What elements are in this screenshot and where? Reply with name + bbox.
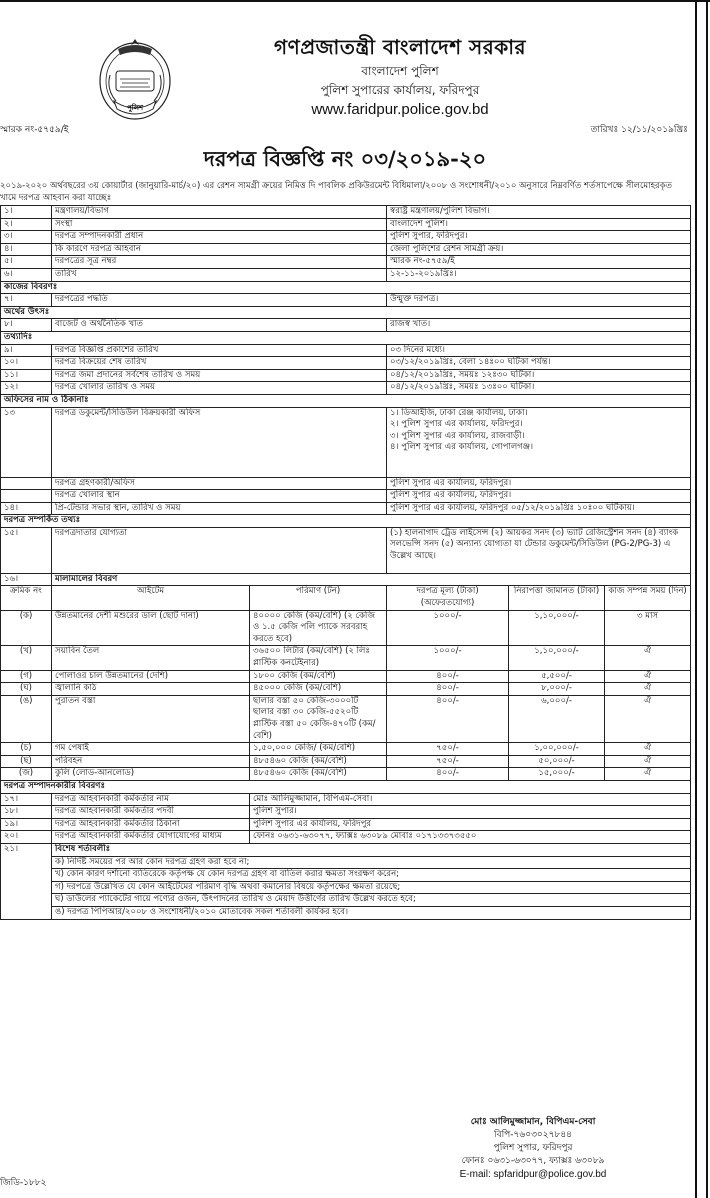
goods-price: ৭৫০/- — [387, 755, 509, 768]
row-value: জেলা পুলিশের রেশন সামগ্রী ক্রয়। — [387, 243, 691, 256]
info-row — [1, 369, 691, 382]
goods-security: ৮,০০০/- — [509, 683, 605, 696]
row-value: পুলিশ সুপার এর কার্যালয়, ফরিদপুর — [250, 818, 691, 831]
memo-number: স্মারক নং-৫৭৫৯/ই — [0, 125, 69, 135]
issue-date: তারিখঃ ১২/১১/২০১৯খ্রিঃ — [590, 125, 688, 135]
section-heading: কাজের বিবরণঃ — [1, 281, 691, 294]
basic-info-row — [1, 268, 691, 281]
section-fund — [1, 306, 691, 319]
row-label: দরপত্রদাতার যোগ্যতা — [52, 527, 387, 573]
row-value: ০৩ দিনের মধ্যে। — [387, 344, 691, 357]
row-label: দরপত্র বিক্রয়ের শেষ তারিখ — [52, 357, 387, 370]
office-name: পুলিশ সুপারের কার্যালয়, ফরিদপুর — [320, 83, 480, 97]
goods-item: সয়াবিন তৈল — [52, 646, 250, 670]
column-header: দরপত্র মূল্য (টাকা) (অফেরতযোগ্য) — [387, 586, 509, 610]
goods-quantity: ১৮০০ কেজি (কম/বেশি) — [250, 670, 387, 683]
row-number: ৭। — [1, 294, 52, 307]
cell-line: ৩। পুলিশ সুপার এর কার্যালয়, রাজবাড়ী। — [390, 430, 525, 441]
row-value: (১) হালনাগাদ ট্রেড লাইসেন্স (২) আয়কর সনদ (৩) ভ্যাট রেজিস্ট্রেশন সনদ (৪) ব্যাংক সলভেন্সি সনদ (৫) অন্যান্য যোগ্যতা যা টেন্ডার ডকুমেন্ট/সিডিউল (PG-2/PG-3) এ উল্লেখ আছে। — [387, 527, 691, 573]
row-value: পুলিশ সুপার এর কার্যালয়, ফরিদপুর। — [387, 490, 691, 503]
goods-security: ৫,৫০০/- — [509, 670, 605, 683]
goods-security: ১,১০,০০০/- — [509, 646, 605, 670]
goods-price: ১০০০/- — [387, 646, 509, 670]
row-number: ১০। — [1, 357, 52, 370]
basic-info-row — [1, 243, 691, 256]
row-number — [1, 490, 52, 503]
officer-row — [1, 818, 691, 831]
row-number: ২১। — [1, 843, 52, 919]
row-value: মোঃ আলিমুজ্জামান, বিপিএম-সেবা। — [250, 793, 691, 806]
row-number: ৩। — [1, 231, 52, 244]
goods-serial: (চ) — [1, 743, 52, 756]
row-number: ১১। — [1, 369, 52, 382]
row-number — [1, 477, 52, 490]
basic-info-row — [1, 256, 691, 269]
special-condition: খ) কোন কারণ দর্শানো ব্যতিরেকে কর্তৃপক্ষ যে কোন দরপত্র গ্রহণ বা বাতিল করার ক্ষমতা সংরক্ষণ করেন; — [52, 869, 691, 882]
goods-item: পোলাওর চাল উন্নতমানের (দেশি) — [52, 670, 250, 683]
special-title-row — [1, 843, 691, 856]
cell-line: ছালার বস্তা ৩০ কেজি-৫৫২০টি — [253, 707, 359, 718]
row-value: ০৪/১২/২০১৯খ্রিঃ, সময়ঃ ১২ঃ৩০ ঘটিকা। — [387, 369, 691, 382]
row-number: ৮। — [1, 319, 52, 332]
basic-info-row — [1, 218, 691, 231]
goods-row — [1, 683, 691, 696]
goods-time: ৩ মাস — [605, 610, 691, 646]
info-row — [1, 382, 691, 395]
goods-quantity: ৪০০০০ কেজি (কম/বেশি) (২ কেজি ও ১.৫ কেজি পলি প্যাকে সরবরাহ করতে হবে) — [250, 610, 387, 646]
goods-item: জ্বালানি কাঠ — [52, 683, 250, 696]
office-list — [387, 407, 691, 477]
goods-item: কুলি (লোড-আনলোড) — [52, 768, 250, 781]
section-tender — [1, 515, 691, 528]
row-value: পুলিশ সুপার, ফরিদপুর। — [387, 231, 691, 244]
goods-title: মালামালের বিবরণ — [52, 573, 691, 586]
goods-time: ঐ — [605, 646, 691, 670]
row-label: দরপত্রের পদ্ধতি — [52, 294, 387, 307]
goods-quantity: ৩৬৫০০ লিটার (কম/বেশি) (২ লিঃ প্লাস্টিক কনটেইনার) — [250, 646, 387, 670]
work-method-row — [1, 294, 691, 307]
goods-security: ১,১০,০০০/- — [509, 610, 605, 646]
row-label: দরপত্র আহবানকারী কর্মকর্তার নাম — [52, 793, 250, 806]
tender-details-table — [0, 205, 691, 920]
basic-info-row — [1, 206, 691, 219]
row-number: ১৬। — [1, 573, 52, 586]
goods-security: ৬,০০০/- — [509, 695, 605, 742]
row-value: স্মারক নং-৫৭৫৯/ই — [387, 256, 691, 269]
signatory-name: মোঃ আলিমুজ্জামান, বিপিএম-সেবা — [470, 1117, 596, 1127]
officer-row — [1, 793, 691, 806]
goods-row — [1, 755, 691, 768]
goods-price: ১০০০/- — [387, 610, 509, 646]
basic-info-row — [1, 231, 691, 244]
office-sale-row — [1, 407, 691, 477]
goods-row — [1, 610, 691, 646]
row-number: ২০। — [1, 831, 52, 844]
row-number: ৯। — [1, 344, 52, 357]
eligibility-row — [1, 527, 691, 573]
row-value: পুলিশ সুপার। — [250, 806, 691, 819]
intro-paragraph: ২০১৯-২০২০ অর্থবছরের ৩য় কোয়ার্টার (জানুয়ারি-মার্চ/২০) এর রেশন সামগ্রী ক্রয়ের নিমিত্ত দি পাবলিক প্রকিউরমেন্ট বিধিমালা/২০০৮ ও সংশোধনী/২০১০ অনুসারে নিম্নবর্ণিত শর্তসাপেক্ষে সীলমোহরকৃত খামে দরপত্র আহবান করা যাচ্ছেঃ — [0, 181, 673, 203]
row-label: মন্ত্রণালয়/বিভাগ — [52, 206, 387, 219]
notice-title: দরপত্র বিজ্ঞপ্তি নং ০৩/২০১৯-২০ — [203, 146, 487, 171]
row-value: ০৪/১২/২০১৯খ্রিঃ, সময়ঃ ১৩ঃ০০ ঘটিকা। — [387, 382, 691, 395]
goods-serial: (ক) — [1, 610, 52, 646]
goods-quantity — [250, 695, 387, 742]
row-number: ১৯। — [1, 818, 52, 831]
goods-row — [1, 646, 691, 670]
police-emblem-icon — [96, 35, 174, 123]
row-number: ৬। — [1, 268, 52, 281]
row-number: ১৩ — [1, 407, 52, 477]
row-label: সংস্থা — [52, 218, 387, 231]
special-condition-row — [1, 869, 691, 882]
goods-quantity: ৪৮৫৪৬০ কেজি (কম/বেশি) — [250, 768, 387, 781]
letterhead — [0, 5, 690, 125]
goods-header-row — [1, 586, 691, 610]
website-link[interactable]: www.faridpur.police.gov.bd — [311, 101, 489, 118]
fund-row — [1, 319, 691, 332]
section-work — [1, 281, 691, 294]
special-condition-row — [1, 894, 691, 907]
row-number: ১২। — [1, 382, 52, 395]
goods-price: ৪০০/- — [387, 683, 509, 696]
signatory-phone: ফোনঃ ০৬৩১-৬৩০৭৭, ফ্যাক্সঃ ৬৩০৮৯ — [461, 1156, 605, 1166]
goods-security: ৫০,০০০/- — [509, 755, 605, 768]
section-heading: দরপত্র সম্পর্কিত তথ্যঃ — [1, 515, 691, 528]
info-row — [1, 357, 691, 370]
goods-serial: (জ) — [1, 768, 52, 781]
special-condition: ঘ) ডাউলের প্যাকেটের গায়ে পণ্যের ওজন, উৎপাদনের তারিখ ও মেয়াদ উত্তীর্ণের তারিখ উল্লেখ করতে হবে; — [52, 894, 691, 907]
row-number: ২। — [1, 218, 52, 231]
special-condition: গ) দরপত্রে উল্লেখিত যে কোন আইটেমের পরিমাণ বৃদ্ধি অথবা কমানোর বিষয়ে কর্তৃপক্ষের ক্ষমতা রয়েছে; — [52, 881, 691, 894]
goods-row — [1, 743, 691, 756]
goods-quantity: ১,৫০,০০০ কেজি/ (কম/বেশি) — [250, 743, 387, 756]
info-row — [1, 344, 691, 357]
row-label: দরপত্র ডকুমেন্ট/সিডিউল বিক্রয়কারী অফিস — [52, 407, 387, 477]
section-office — [1, 394, 691, 407]
top-border — [0, 0, 710, 2]
goods-item: পুরাতন বস্তা — [52, 695, 250, 742]
right-margin-border — [695, 0, 708, 1198]
row-label: দরপত্র গ্রহণকারী/অফিস — [52, 477, 387, 490]
row-label: বাজেট ও অর্থনৈতিক খাত — [52, 319, 387, 332]
section-info — [1, 331, 691, 344]
row-value: স্বরাষ্ট্র মন্ত্রণালয়/পুলিশ বিভাগ। — [387, 206, 691, 219]
column-header: পরিমাণ (টন) — [250, 586, 387, 610]
row-label: দরপত্র বিজ্ঞপ্তি প্রকাশের তারিখ — [52, 344, 387, 357]
goods-time: ঐ — [605, 743, 691, 756]
officer-row — [1, 831, 691, 844]
officer-row — [1, 806, 691, 819]
goods-time: ঐ — [605, 755, 691, 768]
office-receive-row — [1, 477, 691, 490]
goods-quantity: ৪৮৫৪৬০ কেজি (কম/বেশি) — [250, 755, 387, 768]
goods-quantity: ৪৫০০০ কেজি (কম/বেশি) — [250, 683, 387, 696]
goods-serial: (ঘ) — [1, 683, 52, 696]
goods-serial: (ঙ) — [1, 695, 52, 742]
prebid-row — [1, 502, 691, 515]
signatory-email[interactable]: E-mail: spfaridpur@police.gov.bd — [459, 1169, 607, 1180]
section-officer — [1, 780, 691, 793]
goods-price: ৪০০/- — [387, 670, 509, 683]
column-header: নিরাপত্তা জামানত (টাকা) — [509, 586, 605, 610]
signatory-designation: পুলিশ সুপার, ফরিদপুর — [493, 1143, 573, 1153]
row-label: দরপত্রের সূত্র নম্বর — [52, 256, 387, 269]
row-number: ৪। — [1, 243, 52, 256]
row-number: ১৫। — [1, 527, 52, 573]
row-value: ১২-১১-২০১৯খ্রিঃ। — [387, 268, 691, 281]
special-condition-row — [1, 906, 691, 919]
goods-time: ঐ — [605, 670, 691, 683]
row-label: দরপত্র আহবানকারী কর্মকর্তার যোগাযোগের মাধ্যম — [52, 831, 250, 844]
goods-price: ৭৫০/- — [387, 743, 509, 756]
cell-line: ছালার বস্তা ৫০ কেজি-৩০০০টি — [253, 695, 359, 706]
goods-security: ১,০০,০০০/- — [509, 743, 605, 756]
cell-line: ১। ডিআইজি, ঢাকা রেঞ্জ কার্যালয়, ঢাকা। — [390, 407, 528, 418]
row-value: বাংলাদেশ পুলিশ। — [387, 218, 691, 231]
row-value: রাজস্ব খাত। — [387, 319, 691, 332]
row-number: ৫। — [1, 256, 52, 269]
row-value: উন্মুক্ত দরপত্র। — [387, 294, 691, 307]
goods-serial: (গ) — [1, 670, 52, 683]
goods-row — [1, 768, 691, 781]
row-label: দরপত্র জমা প্রদানের সর্বশেষ তারিখ ও সময় — [52, 369, 387, 382]
section-heading: অফিসের নাম ও ঠিকানাঃ — [1, 394, 691, 407]
goods-price: ৪০০/- — [387, 695, 509, 742]
emblem-label: পুলিশ — [126, 104, 144, 112]
goods-row — [1, 695, 691, 742]
goods-title-row — [1, 573, 691, 586]
column-header: কাজ সম্পন্ন সময় (দিন) — [605, 586, 691, 610]
row-label: তারিখ — [52, 268, 387, 281]
cell-line: প্লাস্টিক বস্তা ৫০ কেজি-৪৭০টি (কম/বেশি) — [253, 719, 376, 741]
goods-serial: (ছ) — [1, 755, 52, 768]
signature-block — [418, 1116, 648, 1181]
row-value: ফোনঃ ০৬৩১-৬৩০৭৭, ফ্যাক্সঃ ৬৩০৮৯ মোবাঃ ০১৭১৩৩৭৩৫৫০ — [250, 831, 691, 844]
row-number: ১৪। — [1, 502, 52, 515]
goods-time: ঐ — [605, 683, 691, 696]
signatory-bp: বিপি-৭৬০৩০২৭৮৪৪ — [494, 1130, 572, 1140]
section-heading: অর্থের উৎসঃ — [1, 306, 691, 319]
row-label: দরপত্র আহবানকারী কর্মকর্তার পদবী — [52, 806, 250, 819]
goods-item: উন্নতমানের দেশী মশুরের ডাল (ছোট দানা) — [52, 610, 250, 646]
row-label: কি কারণে দরপত্র আহবান — [52, 243, 387, 256]
special-condition: ঙ) দরপত্র পিপিআর/২০০৮ ও সংশোধনী/২০১০ মোতাবেক সকল শর্তাবলী কার্যকর হবে। — [52, 906, 691, 919]
row-number: ১। — [1, 206, 52, 219]
row-value: ০৩/১২/২০১৯খ্রিঃ, বেলা ১৪ঃ০০ ঘটিকা পর্যন্ত। — [387, 357, 691, 370]
special-title: বিশেষ শর্তাবলীঃ — [52, 843, 691, 856]
row-label: দরপত্র সম্পাদনকারী প্রধান — [52, 231, 387, 244]
special-condition-row — [1, 881, 691, 894]
column-header: ক্রমিক নং — [1, 586, 52, 610]
row-label: দরপত্র খোলার তারিখ ও সময় — [52, 382, 387, 395]
gd-code: জিডি-১৮৮২ — [0, 1178, 47, 1188]
goods-time: ঐ — [605, 768, 691, 781]
goods-item: গম পেষাই — [52, 743, 250, 756]
row-number: ১৭। — [1, 793, 52, 806]
section-heading: দরপত্র সম্পাদনকারীর বিবরণঃ — [1, 780, 691, 793]
department-name: বাংলাদেশ পুলিশ — [361, 64, 439, 78]
special-condition: ক) নির্দিষ্ট সময়ের পর আর কোন দরপত্র গ্রহণ করা হবে না; — [52, 856, 691, 869]
cell-line: ২। পুলিশ সুপার এর কার্যালয়, ফরিদপুর। — [390, 419, 523, 430]
cell-line: ৪। পুলিশ সুপার এর কার্যালয়, গোপালগঞ্জ। — [390, 442, 534, 453]
special-condition-row — [1, 856, 691, 869]
goods-security: ১৫,০০০/- — [509, 768, 605, 781]
goods-row — [1, 670, 691, 683]
goods-price: ৪০০/- — [387, 768, 509, 781]
office-open-row — [1, 490, 691, 503]
row-label: দরপত্র খোলার স্থান — [52, 490, 387, 503]
row-number: ১৮। — [1, 806, 52, 819]
government-name: গণপ্রজাতন্ত্রী বাংলাদেশ সরকার — [274, 35, 526, 59]
row-label: প্রি-টেন্ডার সভার স্থান, তারিখ ও সময় — [52, 502, 387, 515]
goods-item: পরিবহন — [52, 755, 250, 768]
goods-time: ঐ — [605, 695, 691, 742]
row-value: পুলিশ সুপার এর কার্যালয়, ফরিদপুর ০৫/১২/২০১৯খ্রিঃ ১০ঃ০০ ঘটিকায়। — [387, 502, 691, 515]
row-label: দরপত্র আহবানকারী কর্মকর্তার ঠিকানা — [52, 818, 250, 831]
row-value: পুলিশ সুপার এর কার্যালয়, ফরিদপুর। — [387, 477, 691, 490]
letterhead-text — [180, 35, 620, 120]
column-header: আইটেম — [52, 586, 250, 610]
section-heading: তথ্যাদিঃ — [1, 331, 691, 344]
goods-serial: (খ) — [1, 646, 52, 670]
